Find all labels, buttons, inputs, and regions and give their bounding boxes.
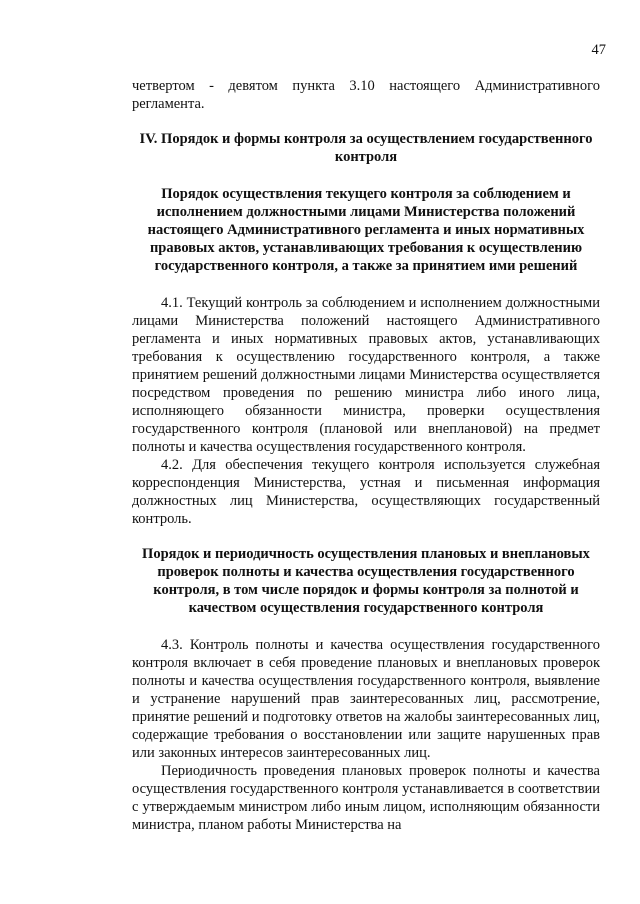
subsection-title-inspections: Порядок и периодичность осуществления плановых и внеплановых проверок полноты и качества осуществления государственного контроля, в том числе порядок и формы контроля за полнотой и качеством осуществления государственного контроля (142, 546, 590, 616)
paragraph-4-1: 4.1. Текущий контроль за соблюдением и исполнением должностными лицами Министерства положений настоящего Административного регламента и иных нормативных правовых актов, устанавливающих требования к осуществлению государственного контроля, а также принятием решений должностными лицами Министерства осуществляется посредством проведения по решению министра либо иного лица, исполняющего обязанности министра, проверки осуществления государственного контроля (плановой или внеплановой) на предмет полноты и качества осуществления государственного контроля. (132, 295, 600, 455)
page-number: 47 (591, 42, 606, 58)
subsection-title-current-control: Порядок осуществления текущего контроля за соблюдением и исполнением должностными лицами Министерства положений настоящего Административного регламента и иных нормативных правовых актов, устанавливающих требования к осуществлению государственного контроля, а также за принятием ими решений (147, 186, 585, 274)
paragraph-4-2: 4.2. Для обеспечения текущего контроля используется служебная корреспонденция Министерства, устная и письменная информация должностных лиц Министерства, осуществляющих государственный контроль. (132, 457, 600, 527)
page-content (132, 77, 600, 834)
continuation-paragraph: четвертом - девятом пункта 3.10 настоящего Административного регламента. (132, 78, 600, 112)
section-title: IV. Порядок и формы контроля за осуществлением государственного контроля (139, 131, 593, 165)
paragraph-4-3: 4.3. Контроль полноты и качества осуществления государственного контроля включает в себя проведение плановых и внеплановых проверок полноты и качества осуществления государственного контроля, выявление и устранение нарушений прав заинтересованных лиц, рассмотрение, принятие решений и подготовку ответов на жалобы заинтересованных лиц, содержащие требования о восстановлении или защите нарушенных прав или законных интересов заинтересованных лиц. (132, 637, 600, 761)
paragraph-periodicity: Периодичность проведения плановых проверок полноты и качества осуществления государственного контроля устанавливается в соответствии с утверждаемым министром либо иным лицом, исполняющим обязанности министра, планом работы Министерства на (132, 763, 600, 833)
